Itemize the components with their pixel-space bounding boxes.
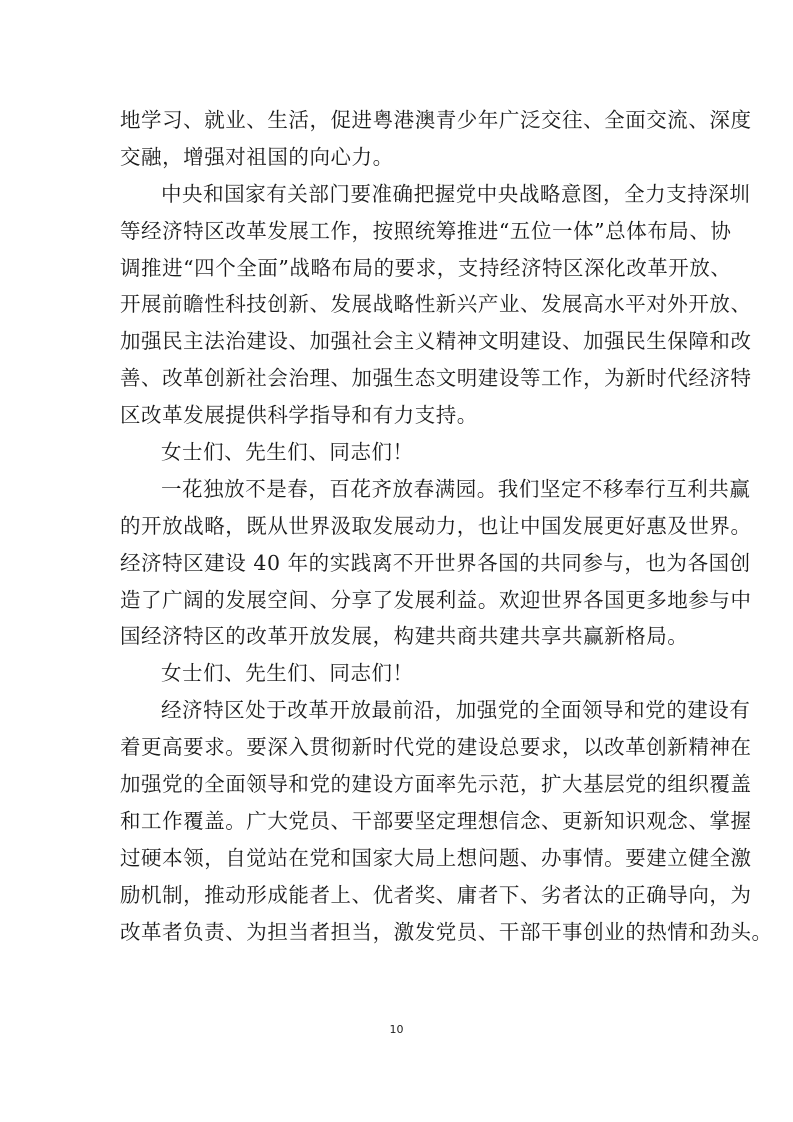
paragraph — [120, 176, 752, 434]
text-line: 经济特区处于改革开放最前沿，加强党的全面领导和党的建设有 — [161, 698, 751, 723]
text-line: 着更高要求。要深入贯彻新时代党的建设总要求，以改革创新精神在 — [120, 735, 752, 760]
text-line: 加强民主法治建设、加强社会主义精神文明建设、加强民生保障和改 — [120, 329, 752, 354]
text-line: 等经济特区改革发展工作，按照统筹推进“五位一体”总体布局、协 — [120, 218, 732, 243]
text-line: 经济特区建设 40 年的实践离不开世界各国的共同参与，也为各国创 — [120, 550, 751, 575]
paragraph — [120, 692, 773, 950]
text-line: 地学习、就业、生活，促进粤港澳青少年广泛交往、全面交流、深度 — [120, 108, 752, 132]
text-line: 区改革发展提供科学指导和有力支持。 — [120, 403, 478, 428]
text-line: 励机制，推动形成能者上、优者奖、庸者下、劣者汰的正确导向，为 — [120, 882, 752, 907]
page-number: 10 — [389, 1023, 404, 1036]
text-line: 调推进“四个全面”战略布局的要求，支持经济特区深化改革开放、 — [120, 255, 732, 280]
text-line: 的开放战略，既从世界汲取发展动力，也让中国发展更好惠及世界。 — [120, 513, 752, 538]
text-line: 加强党的全面领导和党的建设方面率先示范，扩大基层党的组织覆盖 — [120, 772, 752, 797]
paragraph — [120, 471, 752, 655]
text-line: 女士们、先生们、同志们！ — [161, 661, 414, 686]
paragraph — [120, 102, 752, 176]
salutation — [120, 655, 678, 692]
text-line: 善、改革创新社会治理、加强生态文明建设等工作，为新时代经济特 — [120, 366, 752, 391]
text-line: 女士们、先生们、同志们！ — [161, 440, 414, 465]
text-line: 改革者负责、为担当者担当，激发党员、干部干事创业的热情和劲头。 — [120, 919, 773, 944]
text-line: 和工作覆盖。广大党员、干部要坚定理想信念、更新知识观念、掌握 — [120, 808, 752, 833]
text-line: 一花独放不是春，百花齐放春满园。我们坚定不移奉行互利共赢 — [161, 476, 751, 501]
text-line: 国经济特区的改革开放发展，构建共商共建共享共赢新格局。 — [120, 624, 689, 649]
salutation — [120, 434, 678, 471]
text-line: 造了广阔的发展空间、分享了发展利益。欢迎世界各国更多地参与中 — [120, 587, 752, 612]
text-line: 开展前瞻性科技创新、发展战略性新兴产业、发展高水平对外开放、 — [120, 292, 752, 317]
text-line: 中央和国家有关部门要准确把握党中央战略意图，全力支持深圳 — [161, 181, 751, 206]
body-text — [120, 102, 773, 950]
text-line: 过硬本领，自觉站在党和国家大局上想问题、办事情。要建立健全激 — [120, 845, 752, 870]
text-line: 交融，增强对祖国的向心力。 — [120, 144, 394, 169]
